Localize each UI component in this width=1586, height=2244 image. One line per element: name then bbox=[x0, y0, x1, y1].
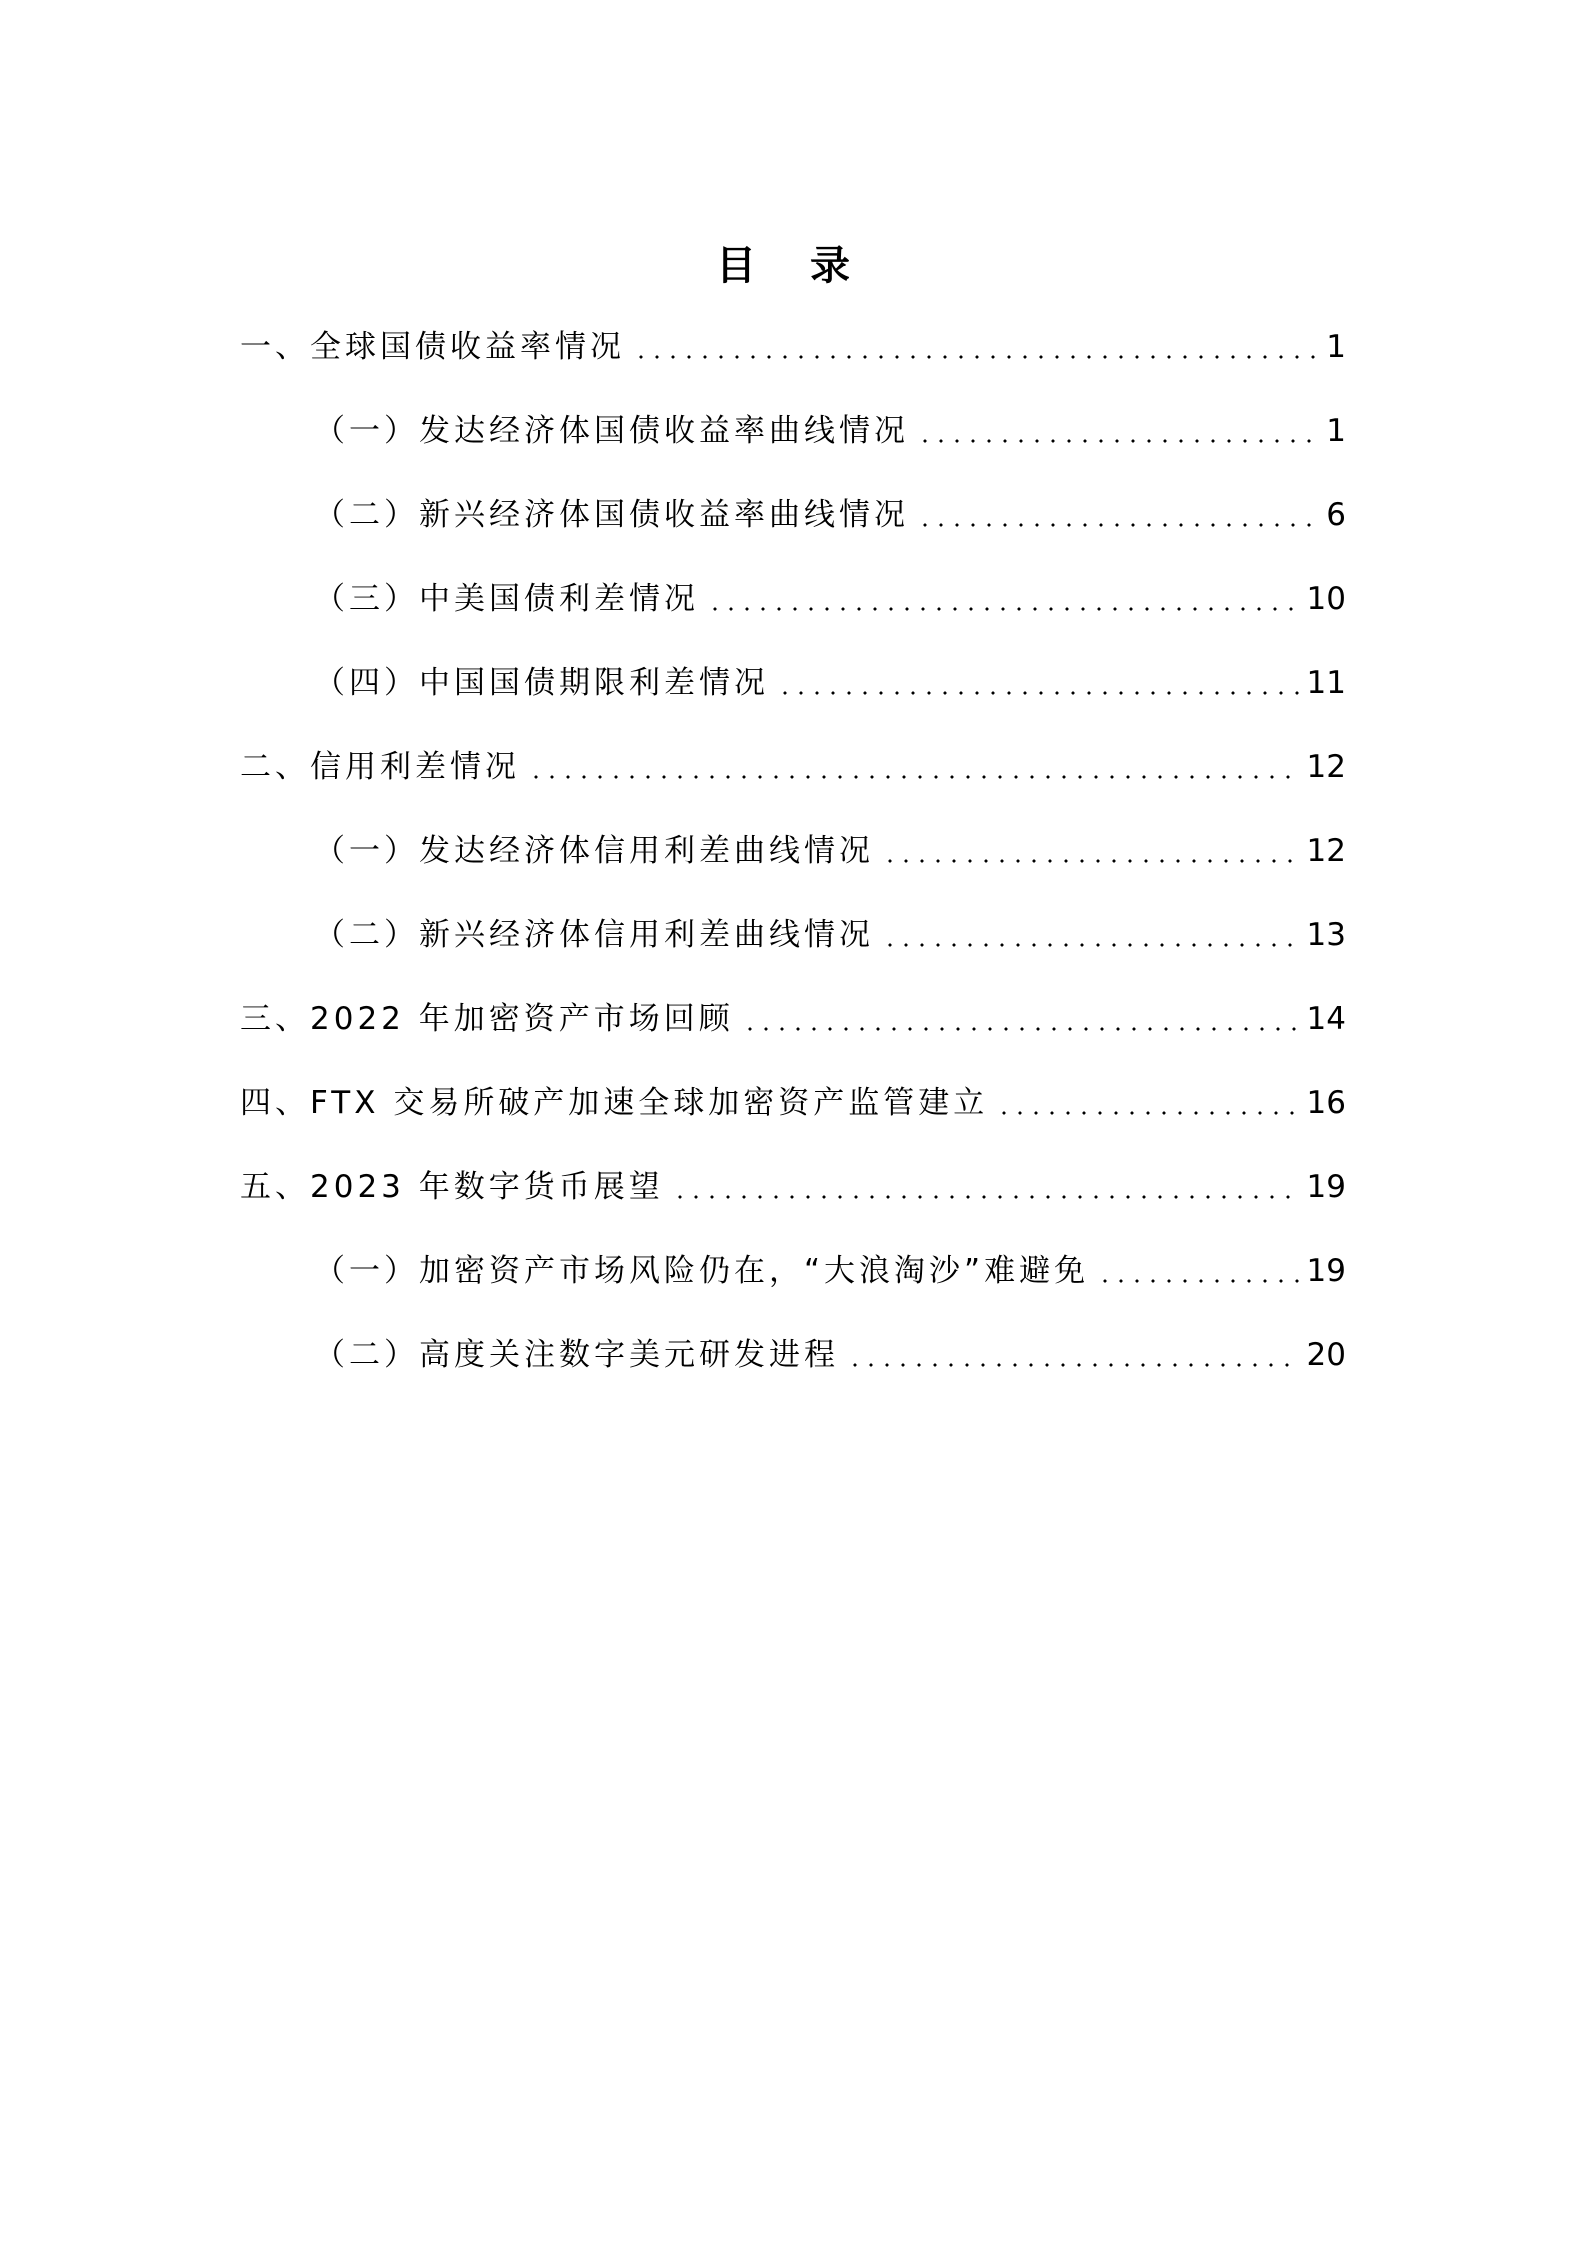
dot-leader bbox=[996, 1077, 1300, 1129]
dot-leader bbox=[528, 741, 1301, 793]
toc-entry-title: 一、全球国债收益率情况 bbox=[240, 329, 625, 365]
toc-entry-page: 13 bbox=[1306, 917, 1346, 953]
toc-entry-title: 五、2023 年数字货币展望 bbox=[240, 1169, 664, 1205]
toc-entry-title: 二、信用利差情况 bbox=[240, 749, 520, 785]
toc-entry[interactable] bbox=[314, 1245, 1346, 1297]
toc-entry-page: 1 bbox=[1326, 413, 1346, 449]
dot-leader bbox=[707, 573, 1301, 625]
toc-entry-page: 6 bbox=[1326, 497, 1346, 533]
toc-entry-title: （四）中国国债期限利差情况 bbox=[314, 665, 769, 701]
dot-leader bbox=[1097, 1245, 1300, 1297]
toc-entry-page: 19 bbox=[1306, 1253, 1346, 1289]
toc-entry-page: 16 bbox=[1306, 1085, 1346, 1121]
toc-entry[interactable] bbox=[240, 321, 1346, 373]
dot-leader bbox=[847, 1329, 1301, 1381]
toc-entry-title: （一）发达经济体国债收益率曲线情况 bbox=[314, 413, 909, 449]
dot-leader bbox=[672, 1161, 1301, 1213]
toc-entry-title: 四、FTX 交易所破产加速全球加密资产监管建立 bbox=[240, 1085, 989, 1121]
toc-entry[interactable] bbox=[314, 657, 1346, 709]
toc-entry-page: 10 bbox=[1306, 581, 1346, 617]
toc-entry[interactable] bbox=[314, 1329, 1346, 1381]
toc-entry-page: 1 bbox=[1326, 329, 1346, 365]
toc-entry-page: 19 bbox=[1306, 1169, 1346, 1205]
toc-entry-page: 12 bbox=[1306, 833, 1346, 869]
toc-entry-title: （二）新兴经济体信用利差曲线情况 bbox=[314, 917, 874, 953]
dot-leader bbox=[742, 993, 1301, 1045]
toc-entry-title: （二）新兴经济体国债收益率曲线情况 bbox=[314, 497, 909, 533]
toc-entry-page: 11 bbox=[1306, 665, 1346, 701]
toc-entry-title: （一）加密资产市场风险仍在，“大浪淘沙”难避免 bbox=[314, 1253, 1090, 1289]
dot-leader bbox=[917, 405, 1320, 457]
toc-entry[interactable] bbox=[240, 741, 1346, 793]
toc-entry[interactable] bbox=[314, 909, 1346, 961]
toc-entry-title: 三、2022 年加密资产市场回顾 bbox=[240, 1001, 734, 1037]
toc-entry-page: 14 bbox=[1306, 1001, 1346, 1037]
toc-entry-page: 20 bbox=[1306, 1337, 1346, 1373]
toc-entry[interactable] bbox=[240, 993, 1346, 1045]
dot-leader bbox=[917, 489, 1320, 541]
toc-entry[interactable] bbox=[314, 825, 1346, 877]
toc-entry[interactable] bbox=[314, 405, 1346, 457]
toc-entry[interactable] bbox=[314, 489, 1346, 541]
toc-entry[interactable] bbox=[314, 573, 1346, 625]
dot-leader bbox=[882, 825, 1301, 877]
toc-entry-title: （三）中美国债利差情况 bbox=[314, 581, 699, 617]
dot-leader bbox=[633, 321, 1320, 373]
toc-entry-title: （二）高度关注数字美元研发进程 bbox=[314, 1337, 839, 1373]
dot-leader bbox=[882, 909, 1301, 961]
toc-entry-title: （一）发达经济体信用利差曲线情况 bbox=[314, 833, 874, 869]
toc-entry-page: 12 bbox=[1306, 749, 1346, 785]
page-title: 目 录 bbox=[716, 243, 870, 289]
toc-entry[interactable] bbox=[240, 1077, 1346, 1129]
dot-leader bbox=[777, 657, 1301, 709]
toc-entry[interactable] bbox=[240, 1161, 1346, 1213]
